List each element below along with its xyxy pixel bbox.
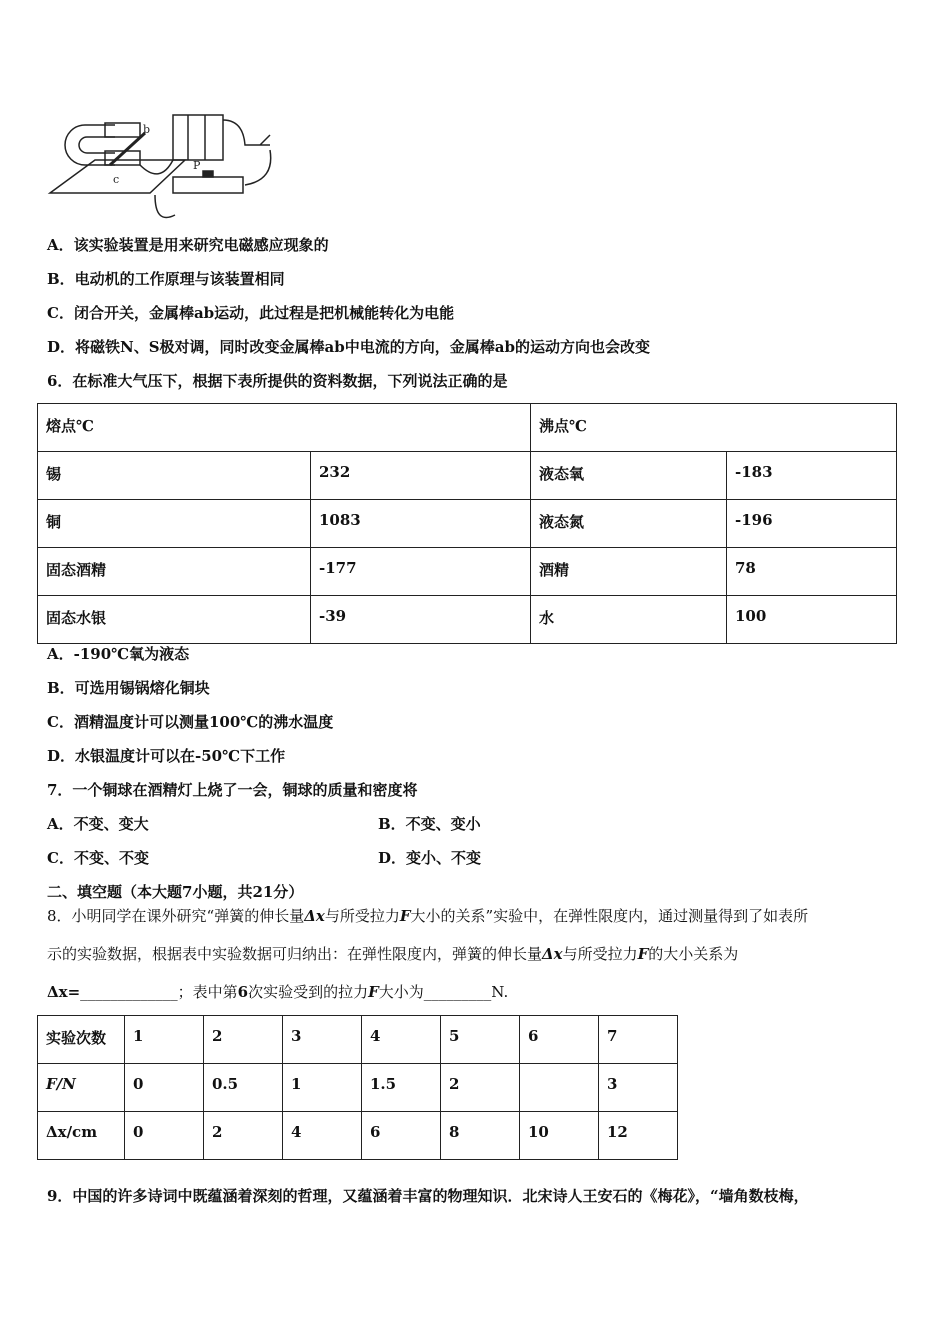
header-melting: 熔点℃ xyxy=(38,404,531,452)
q7-option-a: A．不变、变大 xyxy=(47,815,149,833)
q6-option-d: D．水银温度计可以在-50℃下工作 xyxy=(47,747,286,765)
table-row: 实验次数 1 2 3 4 5 6 7 xyxy=(38,1016,678,1064)
q7-option-c: C．不变、不变 xyxy=(47,849,149,867)
q6-option-a: A．-190℃氧为液态 xyxy=(47,645,190,663)
circuit-diagram xyxy=(45,95,275,225)
svg-text:c: c xyxy=(113,173,120,186)
svg-text:b: b xyxy=(143,123,151,136)
q7-option-b: B．不变、变小 xyxy=(378,815,481,833)
q7-stem: 7．一个铜球在酒精灯上烧了一会，铜球的质量和密度将 xyxy=(47,781,418,799)
q8-line1: 8．小明同学在课外研究“弹簧的伸长量Δx与所受拉力F大小的关系”实验中，在弹性限度内，通过测量得到了如表所 xyxy=(47,907,809,925)
table-row: 固态酒精 -177 酒精 78 xyxy=(38,548,897,596)
q5-option-c: C．闭合开关，金属棒ab运动，此过程是把机械能转化为电能 xyxy=(47,304,455,322)
table-row: 锡 232 液态氧 -183 xyxy=(38,452,897,500)
q6-option-c: C．酒精温度计可以测量100℃的沸水温度 xyxy=(47,713,334,731)
q7-option-d: D．变小、不变 xyxy=(378,849,482,867)
section-heading: 二、填空题（本大题7小题，共21分） xyxy=(47,883,304,901)
q8-line2: 示的实验数据，根据表中实验数据可归纳出：在弹性限度内，弹簧的伸长量Δx与所受拉力F的大小关系为 xyxy=(47,945,739,963)
answer-blank-2[interactable]: _________ xyxy=(423,983,492,1001)
table-row: 铜 1083 液态氮 -196 xyxy=(38,500,897,548)
q6-option-b: B．可选用锡锅熔化铜块 xyxy=(47,679,210,697)
q8-line3: Δx=_____________；表中第6次实验受到的拉力F大小为_________N. xyxy=(47,983,509,1001)
svg-text:P: P xyxy=(193,159,201,172)
table-row: F/N 0 0.5 1 1.5 2 3 xyxy=(38,1064,678,1112)
melting-boiling-table xyxy=(37,403,897,644)
q5-option-d: D．将磁铁N、S极对调，同时改变金属棒ab中电流的方向，金属棒ab的运动方向也会改变 xyxy=(47,338,650,356)
header-boiling: 沸点℃ xyxy=(531,404,897,452)
q5-option-a: A．该实验装置是用来研究电磁感应现象的 xyxy=(47,236,329,254)
answer-blank-1[interactable]: _____________ xyxy=(80,983,178,1001)
table-row: Δx/cm 0 2 4 6 8 10 12 xyxy=(38,1112,678,1160)
q6-stem: 6．在标准大气压下，根据下表所提供的资料数据，下列说法正确的是 xyxy=(47,372,508,390)
q5-option-b: B．电动机的工作原理与该装置相同 xyxy=(47,270,285,288)
table-row: 固态水银 -39 水 100 xyxy=(38,596,897,644)
spring-data-table xyxy=(37,1015,678,1160)
q9-stem: 9．中国的许多诗词中既蕴涵着深刻的哲理，又蕴涵着丰富的物理知识．北宋诗人王安石的《梅花》，“墙角数枝梅， xyxy=(47,1187,809,1205)
